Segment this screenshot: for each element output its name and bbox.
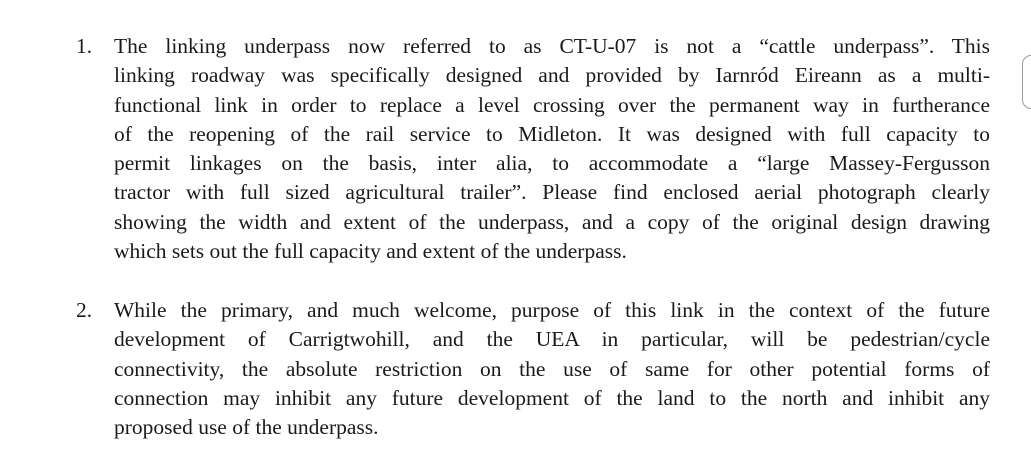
paragraph-line: permit linkages on the basis, inter alia, to accommodate a “large Massey-Fergusson [114,151,990,176]
paragraph-line: development of Carrigtwohill, and the UEA in particular, will be pedestrian/cycle [114,327,990,352]
list-number: 1. [76,34,93,58]
paragraph-line: While the primary, and much welcome, purpose of this link in the context of the future [114,298,990,322]
paragraph-line: linking roadway was specifically designed and provided by Iarnród Eireann as a multi- [114,63,990,88]
paragraph-line: showing the width and extent of the underpass, and a copy of the original design drawing [114,209,990,234]
paragraph-line: The linking underpass now referred to as CT-U-07 is not a “cattle underpass”. This [114,34,990,58]
paragraph-line: functional link in order to replace a level crossing over the permanent way in furtherance [114,92,990,117]
paragraph [114,32,990,266]
paragraph-line: proposed use of the underpass. [114,415,379,440]
paragraph [114,296,990,442]
paragraph-line: connectivity, the absolute restriction on the use of same for other potential forms of [114,356,990,381]
paragraph-line: tractor with full sized agricultural trailer”. Please find enclosed aerial photograph clearly [114,180,990,205]
paragraph-line: of the reopening of the rail service to Midleton. It was designed with full capacity to [114,121,990,146]
paragraph-line: which sets out the full capacity and extent of the underpass. [114,239,627,264]
margin-bracket-mark [1022,55,1031,109]
list-number: 2. [76,298,93,322]
paragraph-line: connection may inhibit any future development of the land to the north and inhibit any [114,385,990,410]
